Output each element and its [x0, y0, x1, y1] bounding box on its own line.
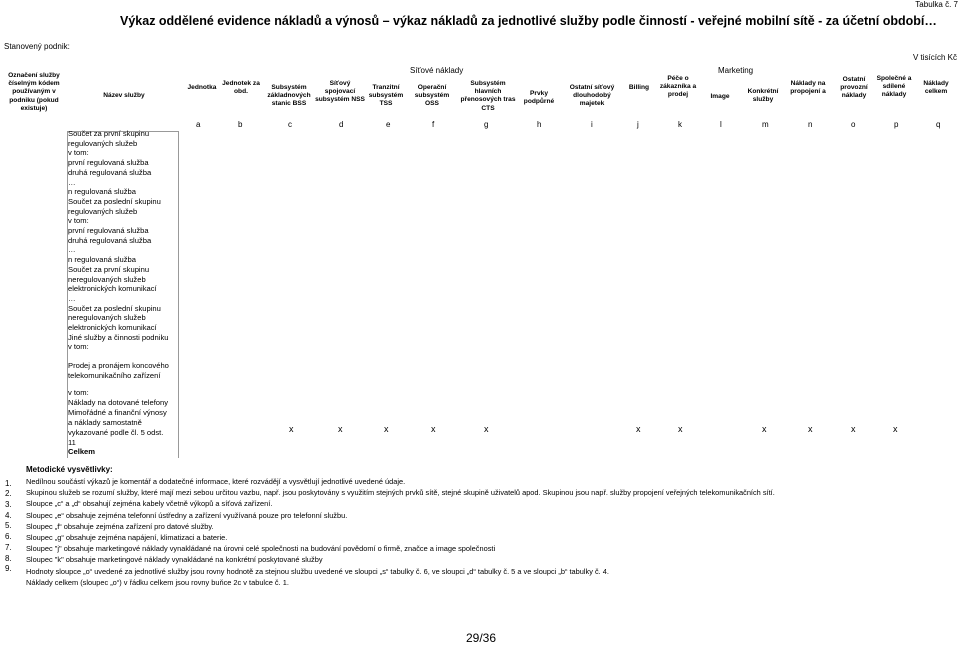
row-label: Jiné služby a činnosti podniku	[68, 332, 169, 342]
x-mark: x	[893, 424, 898, 434]
column-letter: h	[537, 120, 542, 129]
header-other-operating: Ostatní provozní náklady	[840, 76, 868, 100]
note-text: Skupinou služeb se rozumí služby, které mají mezi sebou určitou vazbu, např. jsou poskytovány s využitím stejných prvků sítě, stejné skupině uživatelů apod. Skupinou jsou např. služby propojení veřejných telekomunikačních sítí.	[26, 488, 775, 498]
header-service-name: Název služby	[103, 92, 145, 99]
column-letter: m	[762, 120, 769, 129]
header-other-network-assets: Ostatní síťový dlouhodobý majetek	[569, 84, 615, 108]
x-mark: x	[338, 424, 343, 434]
header-support-elements: Prvky podpůrné	[523, 90, 555, 106]
x-mark: x	[384, 424, 389, 434]
table-border	[178, 131, 179, 458]
note-number: 4.	[5, 511, 12, 520]
row-label: druhá regulovaná služba	[68, 235, 152, 245]
x-mark: x	[808, 424, 813, 434]
header-bss: Subsystém základnových stanic BSS	[267, 84, 311, 108]
row-label: první regulovaná služba	[68, 226, 149, 235]
note-text: Náklady celkem (sloupec „o“) v řádku celkem jsou rovny buňce 2c v tabulce č. 1.	[26, 577, 289, 587]
row-label: první regulovaná služba	[68, 158, 149, 168]
header-image: Image	[710, 93, 730, 100]
column-letter: j	[637, 120, 639, 129]
row-label: a náklady samostatně	[68, 417, 142, 427]
column-letter: i	[591, 120, 593, 129]
row-label: v tom:	[68, 388, 89, 397]
header-shared-costs: Společné a sdílené náklady	[876, 75, 912, 99]
column-letter: k	[678, 120, 682, 129]
column-letter: c	[288, 120, 292, 129]
note-number: 6.	[5, 532, 12, 541]
note-text: Sloupec „e“ obsahuje zejména telefonní ústředny a zařízení využívaná pouze pro telefonní službu.	[26, 510, 348, 520]
header-service-code: Označení služby číselným kódem používaným v podniku (pokud existuje)	[8, 72, 60, 112]
row-label: v tom:	[68, 148, 89, 158]
note-text: Hodnoty sloupce „o“ uvedené za jednotlivé služby jsou rovny hodnotě za stejnou službu uvedené ve sloupci „s“ tabulky č. 6, ve sloupci „d“ tabulky č. 5 a ve sloupci „b“ tabulky č. 4.	[26, 566, 609, 576]
header-nss: Síťový spojovací subsystém NSS	[315, 80, 365, 104]
x-mark: x	[851, 424, 856, 434]
header-units-per-period: Jednotek za obd.	[222, 80, 260, 96]
row-label: 11	[68, 437, 76, 447]
note-text: Sloupec „g“ obsahuje zejména napájení, klimatizaci a baterie.	[26, 533, 228, 542]
note-text: Sloupec "j" obsahuje marketingové náklady vynakládané na úrovni celé společnosti na budování povědomí o firmě, značce a image společnosti	[26, 544, 496, 554]
column-letter: o	[851, 120, 856, 129]
row-label: neregulovaných služeb	[68, 313, 146, 323]
x-mark: x	[678, 424, 683, 434]
page-title: Výkaz oddělené evidence nákladů a výnosů – výkaz nákladů za jednotlivé služby podle činností - veřejné mobilní sítě - za účetní období…	[120, 14, 937, 28]
note-text: Sloupec "k" obsahuje marketingové náklady vynakládané na konkrétní poskytované služby	[26, 555, 323, 565]
row-label: n regulovaná služba	[68, 187, 136, 197]
row-label: Součet za první skupinu	[68, 129, 150, 138]
row-label: Součet za poslední skupinu	[68, 303, 161, 313]
x-mark: x	[289, 424, 294, 434]
units-label: V tisících Kč	[912, 53, 957, 62]
note-number: 5.	[5, 521, 12, 530]
page-number: 29/36	[466, 631, 497, 645]
column-letter: a	[196, 120, 201, 129]
note-number: 9.	[5, 564, 12, 573]
header-cts: Subsystém hlavních přenosových tras CTS	[460, 80, 516, 112]
column-letter: e	[386, 120, 391, 129]
company-label: Stanovený podnik:	[4, 42, 70, 51]
header-oss: Operační subsystém OSS	[414, 84, 450, 108]
header-customer-care: Péče o zákazníka a prodej	[659, 75, 697, 99]
row-label: telekomunikačního zařízení	[68, 371, 161, 380]
note-number: 3.	[5, 500, 12, 509]
row-label: regulovaných služeb	[68, 138, 138, 148]
row-label: …	[68, 245, 76, 255]
row-label: Součet za první skupinu	[68, 264, 150, 274]
row-label: …	[68, 177, 76, 187]
row-label: vykazované podle čl. 5 odst.	[68, 427, 164, 437]
x-mark: x	[484, 424, 489, 434]
note-number: 7.	[5, 543, 12, 552]
header-tss: Tranzitní subsystém TSS	[368, 84, 404, 108]
note-number: 2.	[5, 489, 12, 498]
row-label: v tom:	[68, 342, 89, 352]
column-letter: f	[432, 120, 435, 129]
header-unit: Jednotka	[187, 84, 217, 91]
row-label: Náklady na dotované telefony	[68, 397, 169, 407]
row-label: Součet za poslední skupinu	[68, 196, 161, 206]
column-letter: q	[936, 120, 941, 129]
x-mark: x	[431, 424, 436, 434]
row-label: neregulovaných služeb	[68, 274, 146, 284]
row-label: Prodej a pronájem koncového	[68, 361, 169, 370]
header-total-costs: Náklady celkem	[923, 80, 949, 96]
note-text: Sloupce „c“ a „d“ obsahují zejména kabely včetně výkopů a síťová zařízení.	[26, 499, 273, 509]
note-text: Sloupec „f“ obsahuje zejména zařízení pro datové služby.	[26, 521, 214, 531]
column-letter: d	[339, 120, 344, 129]
column-letter: p	[894, 120, 899, 129]
row-label: Mimořádné a finanční výnosy	[68, 407, 167, 417]
column-letter: g	[484, 120, 489, 129]
note-text: Nedílnou součástí výkazů je komentář a dodatečné informace, které rozvádějí a vysvětlují jednotlivé uvedené údaje.	[26, 477, 406, 486]
row-label: elektronických komunikací	[68, 323, 157, 332]
note-number: 1.	[5, 479, 12, 488]
header-specific-services: Konkrétní služby	[747, 88, 779, 104]
header-interconnection: Náklady na propojení a	[790, 80, 826, 96]
x-mark: x	[636, 424, 641, 434]
note-number: 8.	[5, 554, 12, 563]
table-number: Tabulka č. 7	[915, 0, 958, 9]
column-letter: n	[808, 120, 813, 129]
row-label: druhá regulovaná služba	[68, 167, 152, 177]
row-label: regulovaných služeb	[68, 206, 138, 216]
header-billing: Billing	[628, 84, 650, 91]
header-marketing: Marketing	[718, 66, 754, 75]
row-label: n regulovaná služba	[68, 255, 136, 265]
row-label: …	[68, 293, 76, 303]
x-mark: x	[762, 424, 767, 434]
row-label: v tom:	[68, 216, 89, 226]
header-network-costs: Síťové náklady	[410, 66, 464, 75]
column-letter: b	[238, 120, 243, 129]
notes-title: Metodické vysvětlivky:	[26, 465, 113, 474]
row-label: elektronických komunikací	[68, 284, 157, 294]
row-label-total: Celkem	[68, 447, 96, 457]
column-letter: l	[720, 120, 722, 129]
